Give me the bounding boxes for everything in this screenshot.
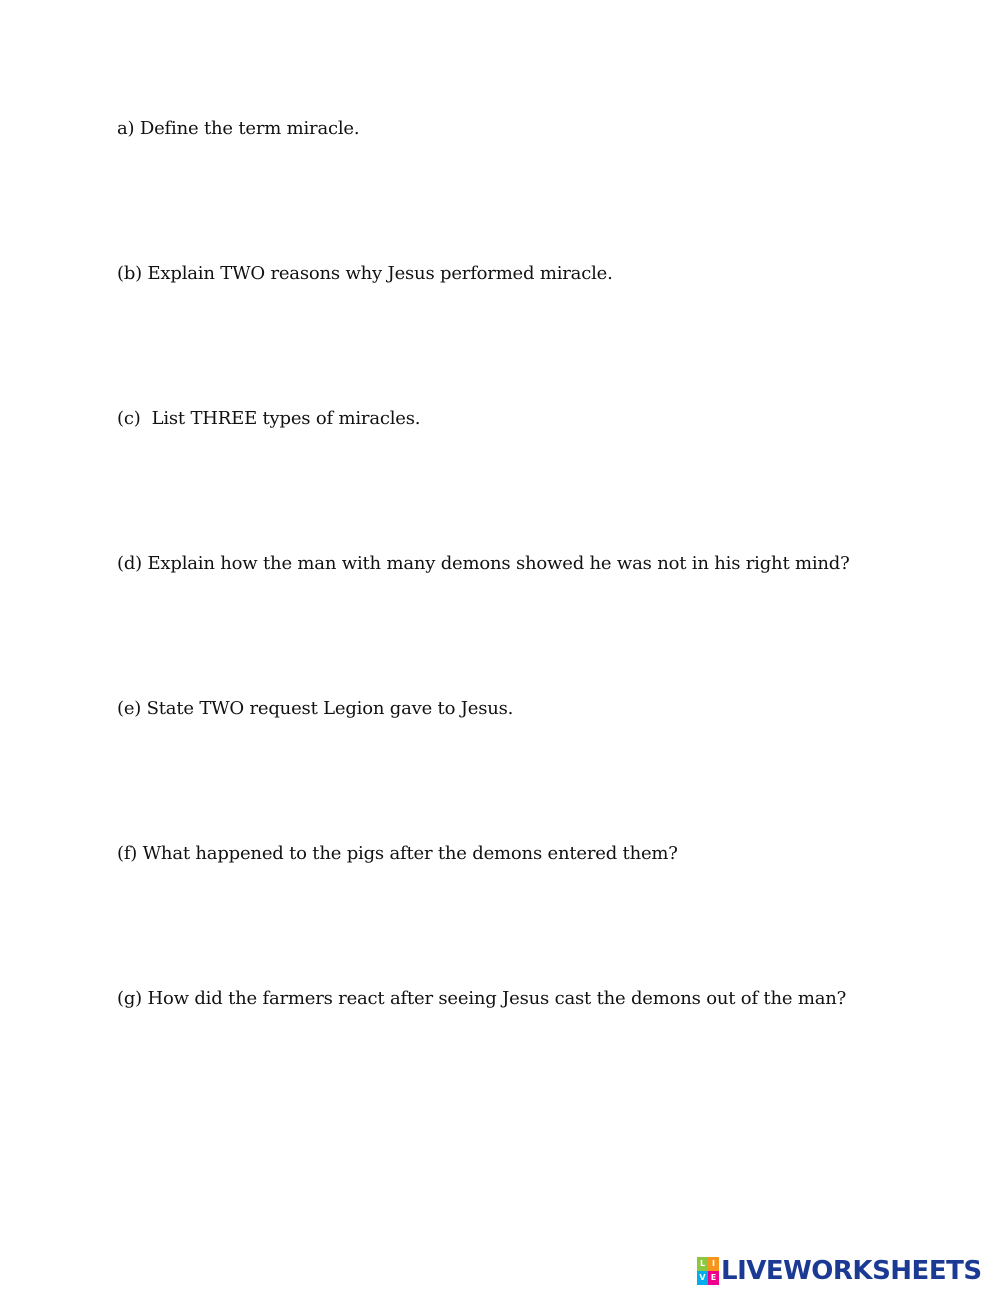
question-b: (b) Explain TWO reasons why Jesus performed miracle. — [117, 263, 613, 284]
brand-name: LIVEWORKSHEETS — [721, 1256, 982, 1286]
logo-letter-l: L — [697, 1257, 708, 1271]
question-c: (c) List THREE types of miracles. — [117, 408, 421, 429]
logo-letter-e: E — [708, 1271, 719, 1285]
question-g: (g) How did the farmers react after seeing Jesus cast the demons out of the man? — [117, 988, 847, 1009]
question-e: (e) State TWO request Legion gave to Jesus. — [117, 698, 514, 719]
question-a: a) Define the term miracle. — [117, 118, 360, 139]
question-d: (d) Explain how the man with many demons showed he was not in his right mind? — [117, 553, 850, 574]
question-f: (f) What happened to the pigs after the demons entered them? — [117, 843, 678, 864]
logo-letter-i: I — [708, 1257, 719, 1271]
liveworksheets-logo-icon — [697, 1257, 719, 1285]
logo-letter-v: V — [697, 1271, 708, 1285]
liveworksheets-brand — [697, 1255, 982, 1287]
